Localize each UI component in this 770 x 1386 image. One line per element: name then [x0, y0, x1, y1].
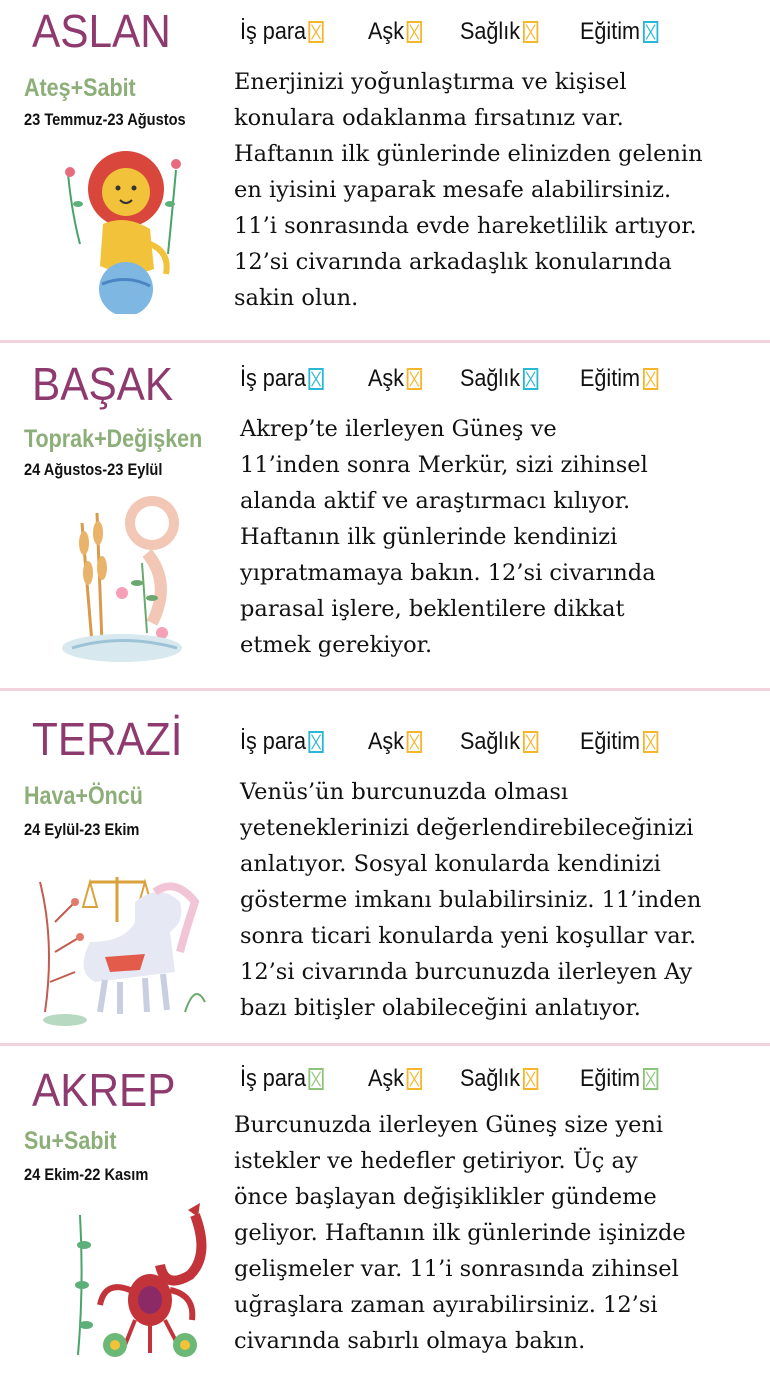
- rating-box-icon: [643, 1068, 658, 1090]
- ratings-row: [240, 728, 760, 760]
- text-line: Akrep’te ilerleyen Güneş ve: [240, 416, 557, 442]
- rating-saglik: [460, 18, 538, 46]
- rating-is-para: [240, 18, 324, 46]
- rating-box-icon: [309, 731, 324, 753]
- rating-label: Aşk: [368, 18, 405, 45]
- sign-element: Hava+Öncü: [24, 782, 143, 810]
- rating-label: Aşk: [368, 365, 405, 392]
- rating-label: İş para: [240, 365, 307, 392]
- ratings-row: [240, 365, 760, 397]
- text-line: Haftanın ilk günlerinde elinizden gelenin: [234, 141, 703, 167]
- sign-section: [0, 345, 770, 688]
- scorpion-illustration: [70, 1195, 210, 1365]
- rating-label: Eğitim: [580, 728, 641, 755]
- rating-ask: [368, 365, 422, 393]
- text-line: Haftanın ilk günlerinde kendinizi: [240, 524, 618, 550]
- rating-label: Sağlık: [460, 728, 521, 755]
- rating-box-icon: [523, 731, 538, 753]
- rating-label: İş para: [240, 1065, 307, 1092]
- text-line: parasal işlere, beklentilere dikkat: [240, 596, 625, 622]
- text-line: Burcunuzda ilerleyen Güneş size yeni: [234, 1112, 664, 1138]
- rating-box-icon: [309, 1068, 324, 1090]
- text-line: yeteneklerinizi değerlendirebileceğinizi: [240, 815, 694, 841]
- section-divider: [0, 340, 770, 343]
- text-line: etmek gerekiyor.: [240, 632, 433, 658]
- rating-box-icon: [407, 368, 422, 390]
- text-line: civarında sabırlı olmaya bakın.: [234, 1328, 586, 1354]
- sign-element: Su+Sabit: [24, 1127, 117, 1155]
- rating-saglik: [460, 1065, 538, 1093]
- horoscope-text: [240, 411, 656, 663]
- text-line: bazı bitişler olabileceğini anlatıyor.: [240, 995, 641, 1021]
- text-line: en iyisini yaparak mesafe alabilirsiniz.: [234, 177, 672, 203]
- text-line: anlatıyor. Sosyal konularda kendinizi: [240, 851, 661, 877]
- sign-dates: 24 Ağustos-23 Eylül: [24, 460, 163, 479]
- rating-label: İş para: [240, 728, 307, 755]
- ratings-row: [240, 1065, 760, 1097]
- sign-dates: 24 Ekim-22 Kasım: [24, 1165, 149, 1184]
- rating-label: Aşk: [368, 1065, 405, 1092]
- rating-box-icon: [309, 368, 324, 390]
- rating-ask: [368, 1065, 422, 1093]
- text-line: 12’si civarında burcunuzda ilerleyen Ay: [240, 959, 693, 985]
- wheat-illustration: [52, 483, 192, 673]
- text-line: gelişmeler var. 11’i sonrasında zihinsel: [234, 1256, 679, 1282]
- text-line: Enerjinizi yoğunlaştırma ve kişisel: [234, 69, 627, 95]
- horoscope-text: [240, 774, 701, 1026]
- text-line: yıpratmamaya bakın. 12’si civarında: [240, 560, 656, 586]
- rating-egitim: [580, 728, 658, 756]
- text-line: sonra ticari konularda yeni koşullar var.: [240, 923, 697, 949]
- text-line: alanda aktif ve araştırmacı kılıyor.: [240, 488, 631, 514]
- rating-saglik: [460, 728, 538, 756]
- rating-egitim: [580, 18, 658, 46]
- rating-label: Aşk: [368, 728, 405, 755]
- text-line: konulara odaklanma fırsatınız var.: [234, 105, 624, 131]
- sign-dates: 24 Eylül-23 Ekim: [24, 820, 140, 839]
- rating-box-icon: [643, 21, 658, 43]
- rating-egitim: [580, 365, 658, 393]
- text-line: gösterme imkanı bulabilirsiniz. 11’inden: [240, 887, 702, 913]
- horoscope-text: [234, 1107, 686, 1359]
- rating-box-icon: [523, 21, 538, 43]
- rating-is-para: [240, 728, 324, 756]
- sign-element: Ateş+Sabit: [24, 74, 136, 102]
- rating-label: Eğitim: [580, 18, 641, 45]
- rating-is-para: [240, 1065, 324, 1093]
- sign-name: BAŞAK: [32, 358, 174, 410]
- rating-box-icon: [523, 368, 538, 390]
- ratings-row: [240, 18, 760, 50]
- sign-name: ASLAN: [32, 5, 171, 57]
- rating-box-icon: [407, 21, 422, 43]
- rating-box-icon: [407, 1068, 422, 1090]
- text-line: önce başlayan değişiklikler gündeme: [234, 1184, 657, 1210]
- rating-ask: [368, 18, 422, 46]
- rating-box-icon: [407, 731, 422, 753]
- text-line: 11’i sonrasında evde hareketlilik artıyor.: [234, 213, 697, 239]
- sign-dates: 23 Temmuz-23 Ağustos: [24, 110, 186, 129]
- rating-label: Eğitim: [580, 365, 641, 392]
- rating-box-icon: [523, 1068, 538, 1090]
- horoscope-text: [234, 64, 703, 316]
- rating-egitim: [580, 1065, 658, 1093]
- rating-label: Sağlık: [460, 18, 521, 45]
- sign-section: [0, 1045, 770, 1386]
- sign-name: AKREP: [32, 1064, 176, 1116]
- sign-section: [0, 0, 770, 340]
- text-line: 12’si civarında arkadaşlık konularında: [234, 249, 672, 275]
- rating-label: Eğitim: [580, 1065, 641, 1092]
- lion-illustration: [58, 134, 188, 314]
- text-line: Venüs’ün burcunuzda olması: [240, 779, 569, 805]
- rating-box-icon: [309, 21, 324, 43]
- section-divider: [0, 688, 770, 691]
- rating-ask: [368, 728, 422, 756]
- text-line: sakin olun.: [234, 285, 359, 311]
- unicorn-scales-illustration: [35, 862, 210, 1032]
- rating-label: Sağlık: [460, 365, 521, 392]
- rating-box-icon: [643, 368, 658, 390]
- sign-name: TERAZİ: [32, 713, 183, 765]
- rating-label: Sağlık: [460, 1065, 521, 1092]
- text-line: istekler ve hedefler getiriyor. Üç ay: [234, 1148, 638, 1174]
- text-line: 11’inden sonra Merkür, sizi zihinsel: [240, 452, 648, 478]
- text-line: geliyor. Haftanın ilk günlerinde işinizde: [234, 1220, 686, 1246]
- sign-element: Toprak+Değişken: [24, 425, 203, 453]
- sign-section: [0, 692, 770, 1043]
- rating-box-icon: [643, 731, 658, 753]
- rating-saglik: [460, 365, 538, 393]
- rating-is-para: [240, 365, 324, 393]
- text-line: uğraşlara zaman ayırabilirsiniz. 12’si: [234, 1292, 658, 1318]
- rating-label: İş para: [240, 18, 307, 45]
